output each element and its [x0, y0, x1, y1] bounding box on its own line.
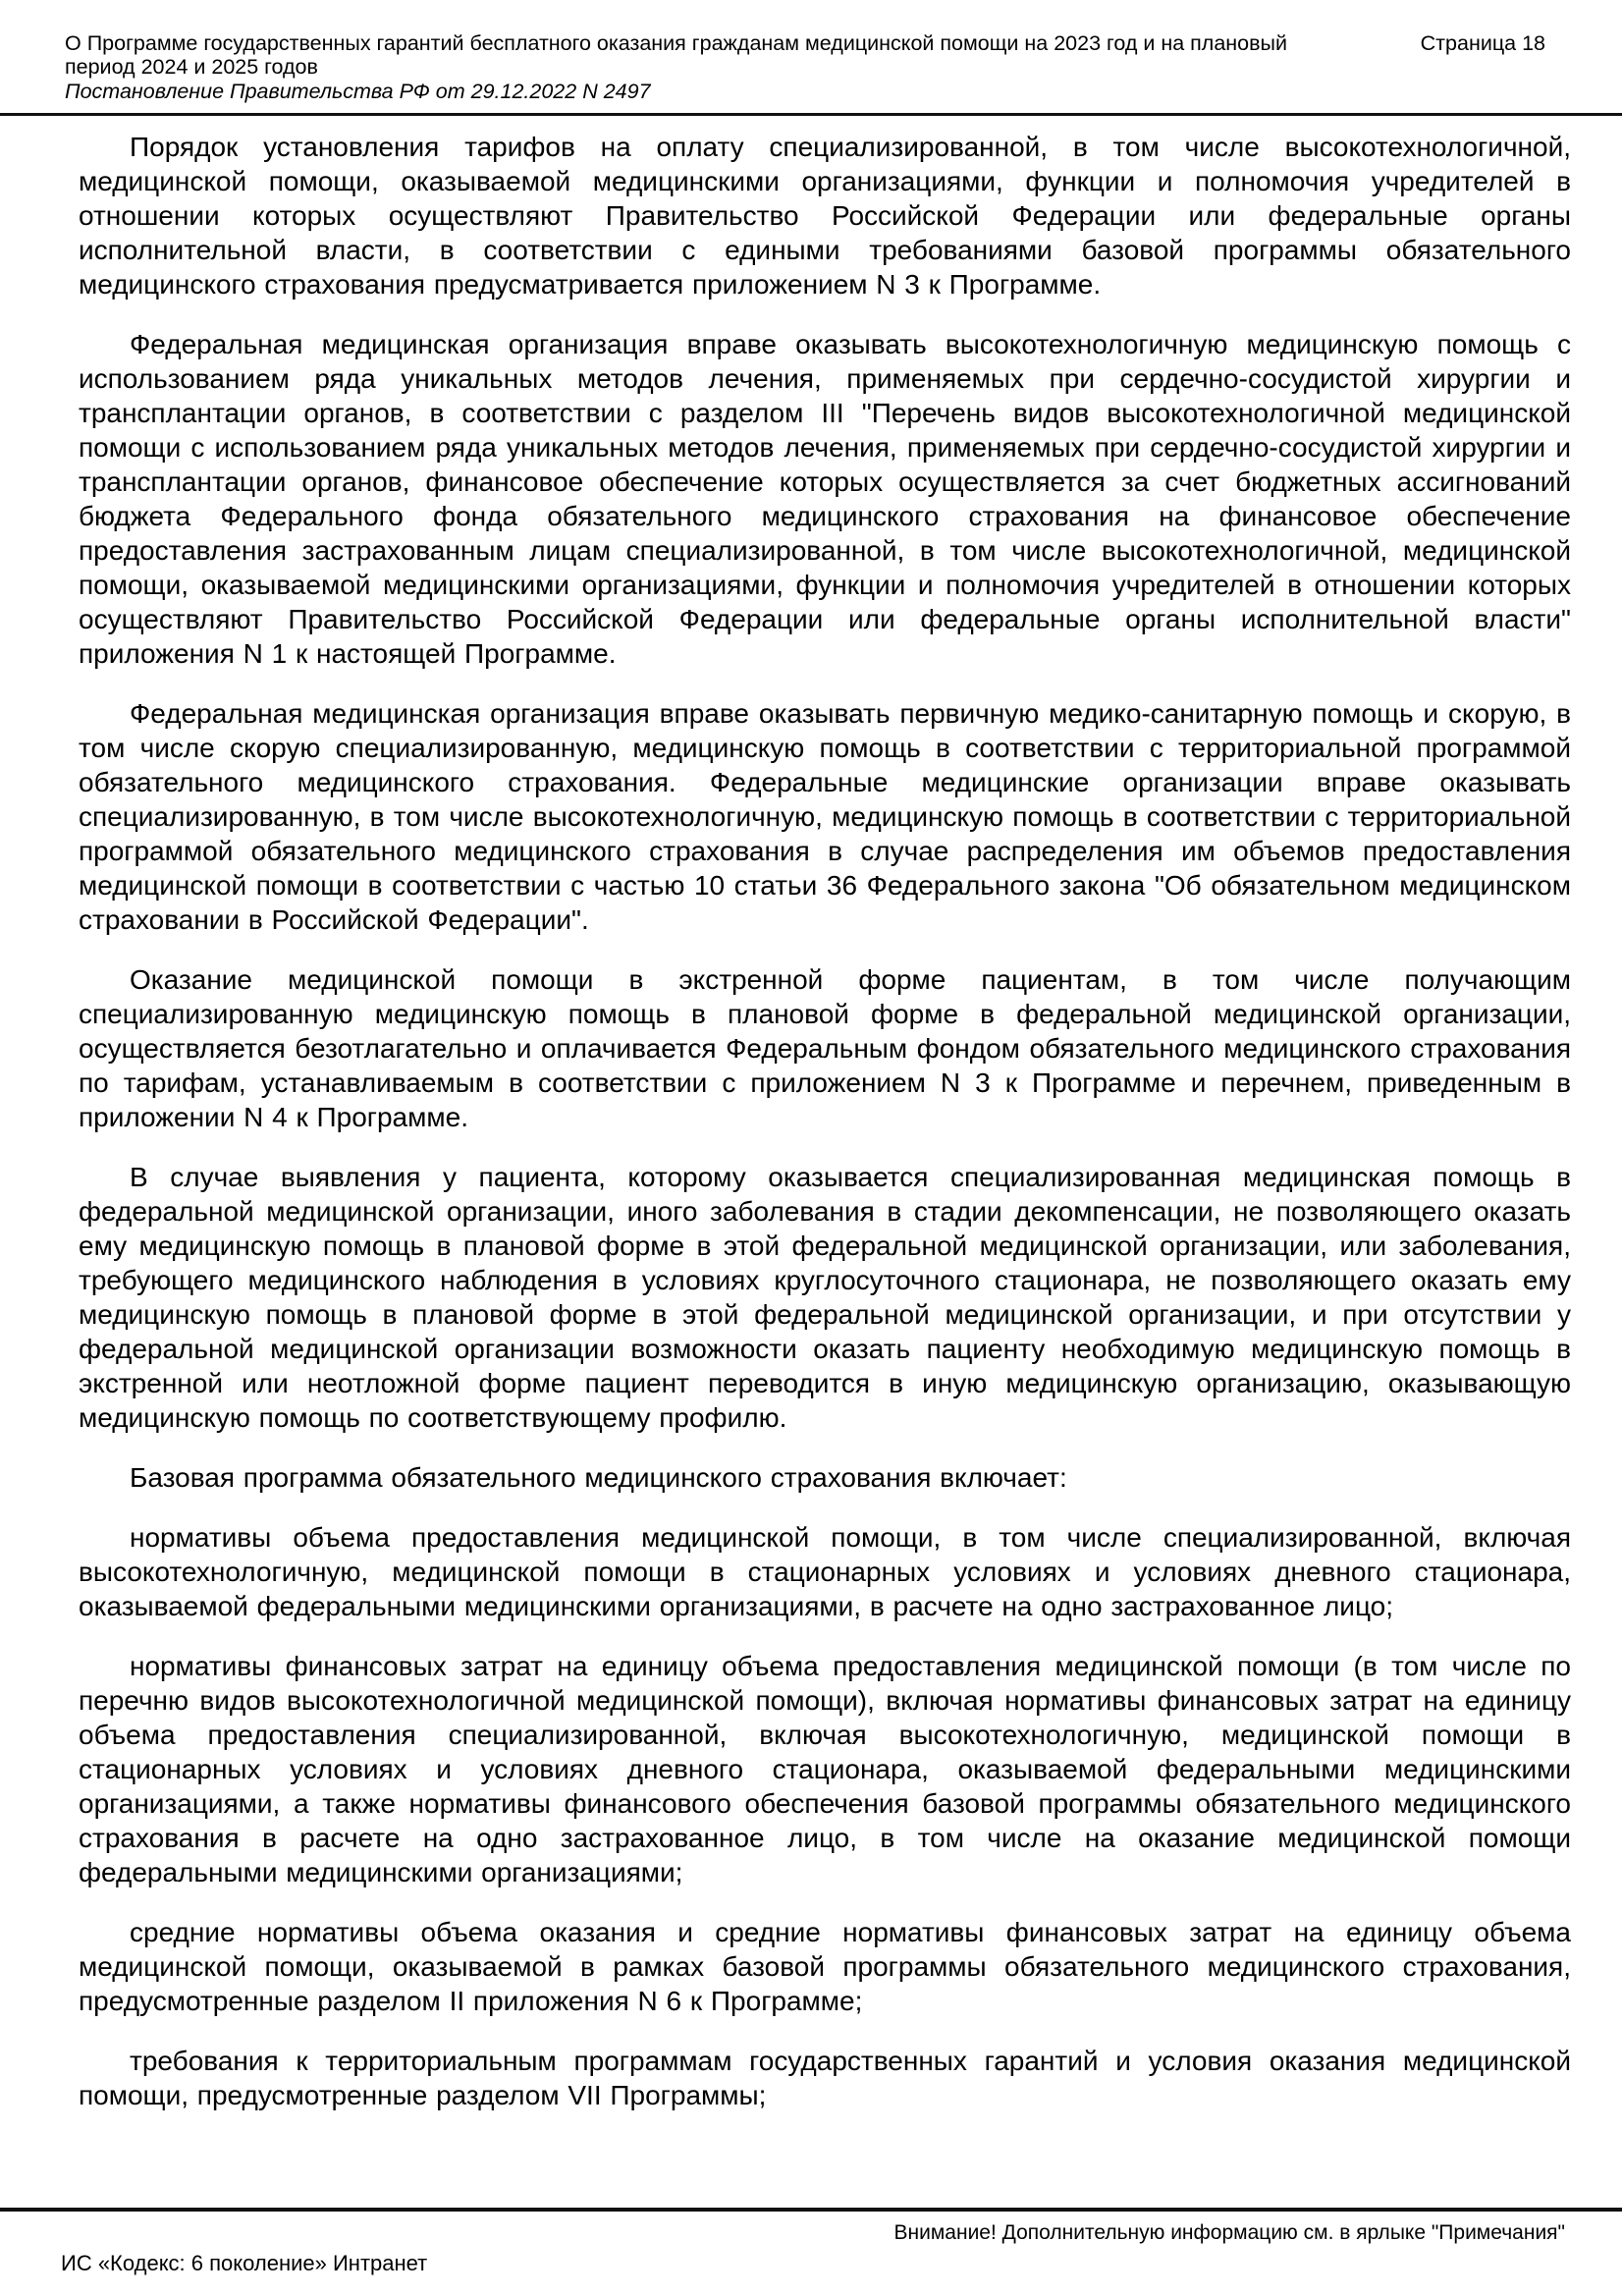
- paragraph: Базовая программа обязательного медицинского страхования включает:: [130, 1462, 1067, 1493]
- document-title: О Программе государственных гарантий бесплатного оказания гражданам медицинской помощи на 2023 год и на плановый период 2024 и 2025 годов: [65, 31, 1288, 79]
- paragraph: средние нормативы объема оказания и средние нормативы финансовых затрат на единицу объема медицинской помощи, оказываемой в рамках базовой программы обязательного медицинского страхования, предусмотренные разделом II приложения N 6 к Программе;: [79, 1917, 1571, 2016]
- paragraph: нормативы финансовых затрат на единицу объема предоставления медицинской помощи (в том числе по перечню видов высокотехнологичной медицинской помощи), включая нормативы финансовых затрат на единицу объема предоставления специализированной, включая высокотехнологичную, медицинской помощи в стационарных условиях и условиях дневного стационара, оказываемой федеральными медицинскими организациями, а также нормативы финансового обеспечения базовой программы обязательного медицинского страхования в расчете на одно застрахованное лицо, в том числе на оказание медицинской помощи федеральными медицинскими организациями;: [79, 1651, 1571, 1887]
- document-body: [0, 116, 1622, 2112]
- paragraph: Оказание медицинской помощи в экстренной форме пациентам, в том числе получающим специализированную медицинскую помощь в плановой форме в федеральной медицинской организации, осуществляется безотлагательно и оплачивается Федеральным фондом обязательного медицинского страхования по тарифам, устанавливаемым в соответствии с приложением N 3 к Программе и перечнем, приведенным в приложении N 4 к Программе.: [79, 964, 1571, 1132]
- footer-notice: Внимание! Дополнительную информацию см. в ярлыке "Примечания": [893, 2221, 1565, 2244]
- document-footer: [0, 2208, 1622, 2296]
- paragraph: В случае выявления у пациента, которому оказывается специализированная медицинская помощь в федеральной медицинской организации, иного заболевания в стадии декомпенсации, не позволяющего оказать ему медицинскую помощь в плановой форме в этой федеральной медицинской организации, или заболевания, требующего медицинского наблюдения в условиях круглосуточного стационара, не позволяющего оказать ему медицинскую помощь в плановой форме в этой федеральной медицинской организации, и при отсутствии у федеральной медицинской организации возможности оказать пациенту необходимую медицинскую помощь в экстренной или неотложной форме пациент переводится в иную медицинскую организацию, оказывающую медицинскую помощь по соответствующему профилю.: [79, 1162, 1571, 1433]
- paragraph: нормативы объема предоставления медицинской помощи, в том числе специализированной, включая высокотехнологичную, медицинской помощи в стационарных условиях и условиях дневного стационара, оказываемой федеральными медицинскими организациями, в расчете на одно застрахованное лицо;: [79, 1522, 1571, 1621]
- document-subtitle: Постановление Правительства РФ от 29.12.2022 N 2497: [65, 80, 651, 103]
- paragraph: Порядок установления тарифов на оплату специализированной, в том числе высокотехнологичной, медицинской помощи, оказываемой медицинскими организациями, функции и полномочия учредителей в отношении которых осуществляют Правительство Российской Федерации или федеральные органы исполнительной власти, в соответствии с едиными требованиями базовой программы обязательного медицинского страхования предусматривается приложением N 3 к Программе.: [79, 132, 1571, 300]
- paragraph: Федеральная медицинская организация вправе оказывать высокотехнологичную медицинскую помощь с использованием ряда уникальных методов лечения, применяемых при сердечно-сосудистой хирургии и трансплантации органов, в соответствии с разделом III "Перечень видов высокотехнологичной медицинской помощи с использованием ряда уникальных методов лечения, применяемых при сердечно-сосудистой хирургии и трансплантации органов, финансовое обеспечение которых осуществляется за счет бюджетных ассигнований бюджета Федерального фонда обязательного медицинского страхования на финансовое обеспечение предоставления застрахованным лицам специализированной, в том числе высокотехнологичной, медицинской помощи, оказываемой медицинскими организациями, функции и полномочия учредителей в отношении которых осуществляют Правительство Российской Федерации или федеральные органы исполнительной власти" приложения N 1 к настоящей Программе.: [79, 329, 1571, 669]
- footer-system-label: ИС «Кодекс: 6 поколение» Интранет: [61, 2251, 428, 2275]
- page-number: Страница 18: [1420, 31, 1545, 55]
- paragraph: требования к территориальным программам государственных гарантий и условия оказания медицинской помощи, предусмотренные разделом VII Программы;: [79, 2046, 1571, 2110]
- document-header: [0, 0, 1622, 103]
- paragraph: Федеральная медицинская организация вправе оказывать первичную медико-санитарную помощь и скорую, в том числе скорую специализированную, медицинскую помощь в соответствии с территориальной программой обязательного медицинского страхования. Федеральные медицинские организации вправе оказывать специализированную, в том числе высокотехнологичную, медицинскую помощь в соответствии с территориальной программой обязательного медицинского страхования в случае распределения им объемов предоставления медицинской помощи в соответствии с частью 10 статьи 36 Федерального закона "Об обязательном медицинском страховании в Российской Федерации".: [79, 698, 1571, 935]
- footer-divider: [0, 2208, 1622, 2212]
